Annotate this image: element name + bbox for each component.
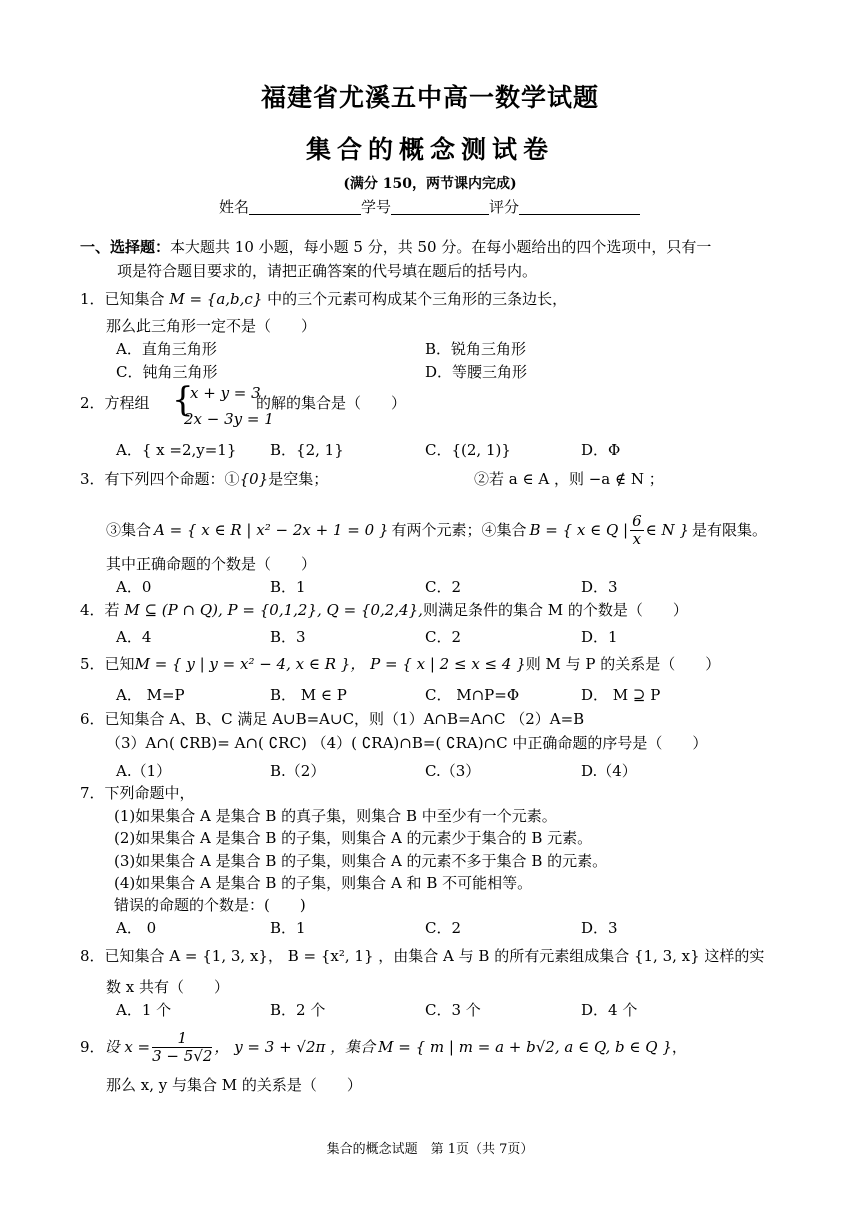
q7-statement-2: (2)如果集合 A 是集合 B 的子集，则集合 A 的元素少于集合的 B 元素。 (114, 829, 593, 847)
q4-option-a: A．4 (116, 628, 152, 646)
question-text: 是有限集。 (691, 521, 767, 539)
q1-option-a: A．直角三角形 (116, 340, 217, 358)
math-expression: ∈ N } (645, 521, 689, 539)
q2-option-c: C．{(2, 1)} (425, 441, 511, 459)
question-text: 已知集合 A、B、C 满足 A∪B=A∪C，则（1）A∩B=A∩C （2）A=B (104, 710, 585, 728)
q5-option-c: C． M∩P=Φ (425, 686, 520, 704)
id-label: 学号 (361, 198, 392, 216)
question-text: ③集合 (106, 521, 152, 539)
math-expression: B = { x ∈ Q | (529, 521, 629, 539)
question-6 (80, 712, 584, 727)
question-text: 则 M 与 P 的关系是（ ） (525, 655, 721, 673)
question-number: 6． (80, 710, 105, 728)
q8-option-a: A．1 个 (116, 1001, 172, 1019)
question-number: 2． (80, 394, 105, 412)
q8-option-c: C．3 个 (425, 1001, 481, 1019)
q8-option-b: B．2 个 (270, 1001, 326, 1019)
q6-option-a: A.（1） (116, 762, 172, 780)
question-text: 则满足条件的集合 M 的个数是（ ） (422, 601, 688, 619)
q4-option-c: C．2 (425, 628, 462, 646)
question-number: 5． (80, 655, 105, 673)
math-expression: A = { x ∈ R | x² − 2x + 1 = 0 } (154, 521, 389, 539)
q7-statement-3: (3)如果集合 A 是集合 B 的子集，则集合 A 的元素不多于集合 B 的元素。 (114, 852, 608, 870)
math-expression: M = {a,b,c} (169, 290, 263, 308)
name-label: 姓名 (219, 198, 250, 216)
question-text: 有两个元素；④集合 (391, 521, 527, 539)
question-9 (80, 1030, 687, 1065)
score-note: (满分 150，两节课内完成) (343, 176, 517, 192)
instructions-line-2: 项是符合题目要求的，请把正确答案的代号填在题后的括号内。 (117, 262, 538, 280)
q2-option-d: D．Φ (581, 441, 621, 459)
fraction (152, 1030, 212, 1065)
section-1-heading: 一、选择题： (80, 238, 171, 256)
math-expression: M ⊆ (P ∩ Q), P = {0,1,2}, Q = {0,2,4}, (124, 601, 423, 619)
q3-option-b: B．1 (270, 578, 306, 596)
q3-option-d: D．3 (581, 578, 618, 596)
q3-option-c: C．2 (425, 578, 462, 596)
proposition-2: ②若 a ∈ A ，则 −a ∉ N ； (474, 470, 664, 488)
section-1-instructions (80, 240, 711, 255)
question-1-line-2: 那么此三角形一定不是（ ） (106, 317, 317, 335)
q2-option-a: A．{ x =2,y=1} (116, 441, 237, 459)
question-number: 8． (80, 947, 105, 965)
page-footer: 集合的概念试题 第 1页（共 7页） (326, 1142, 534, 1157)
score-blank (519, 200, 640, 215)
question-text: 已知 (104, 655, 135, 673)
instructions-line-1: 本大题共 10 小题，每小题 5 分，共 50 分。在每小题给出的四个选项中，只有一 (170, 238, 712, 256)
fraction-numerator: 6 (632, 512, 642, 530)
question-text: 已知集合 A = {1, 3, x}， B = {x², 1} ，由集合 A 与 B 的所有元素组成集合 {1, 3, x} 这样的实 (104, 947, 765, 965)
fraction-denominator: 3 − 5√2 (152, 1047, 213, 1065)
q8-option-d: D．4 个 (581, 1001, 638, 1019)
q7-option-c: C．2 (425, 919, 462, 937)
id-blank (391, 200, 489, 215)
q7-prompt: 错误的命题的个数是：( ) (114, 896, 306, 914)
math-expression: M = { m | m = a + b√2, a ∈ Q, b ∈ Q } (378, 1038, 672, 1056)
math-expression: 设 x = (104, 1038, 151, 1056)
question-number: 9． (80, 1038, 105, 1056)
question-text: 方程组 (104, 394, 150, 412)
question-3-line-3: 其中正确命题的个数是（ ） (106, 555, 317, 573)
q7-option-a: A． 0 (116, 919, 157, 937)
math-expression: {0} (239, 470, 269, 488)
q4-option-b: B．3 (270, 628, 306, 646)
q7-statement-4: (4)如果集合 A 是集合 B 的子集，则集合 A 和 B 不可能相等。 (114, 874, 533, 892)
q3-option-a: A．0 (116, 578, 152, 596)
question-8-line-2: 数 x 共有（ ） (106, 978, 229, 996)
score-label: 评分 (489, 198, 520, 216)
math-expression: ， y = 3 + √2π ，集合 (214, 1038, 376, 1056)
question-text: 有下列四个命题：① (104, 470, 240, 488)
question-3 (80, 472, 328, 487)
q7-option-d: D．3 (581, 919, 618, 937)
question-8 (80, 949, 764, 964)
q7-statement-1: (1)如果集合 A 是集合 B 的真子集，则集合 B 中至少有一个元素。 (114, 807, 557, 825)
page-subtitle: 集合的概念测试卷 (305, 135, 554, 164)
question-text: ， (671, 1038, 687, 1056)
math-expression: P = { x | 2 ≤ x ≤ 4 } (370, 655, 526, 673)
question-number: 3． (80, 470, 105, 488)
fraction (630, 513, 644, 548)
q4-option-d: D．1 (581, 628, 618, 646)
q6-option-d: D.（4） (581, 762, 637, 780)
q5-option-a: A． M=P (116, 686, 185, 704)
student-info-row (219, 200, 640, 215)
system-brace: { (172, 380, 194, 420)
question-number: 7． (80, 784, 105, 802)
question-text: 已知集合 (104, 290, 165, 308)
question-4 (80, 603, 688, 618)
q5-option-d: D． M ⊇ P (581, 686, 661, 704)
question-2-text: 的解的集合是（ ） (256, 394, 407, 412)
q7-option-b: B．1 (270, 919, 306, 937)
name-blank (249, 200, 361, 215)
system-equation-2: 2x − 3y = 1 (184, 410, 274, 428)
question-text: 是空集； (268, 470, 329, 488)
question-5 (80, 657, 720, 672)
q1-option-d: D．等腰三角形 (425, 363, 528, 381)
question-number: 1． (80, 290, 105, 308)
question-7 (80, 786, 195, 801)
math-expression: M = { y | y = x² − 4, x ∈ R }， (134, 655, 366, 673)
question-6-line-2: （3）A∩( ∁RB)= A∩( ∁RC) （4）( ∁RA)∩B=( ∁RA)∩C 中正确命题的序号是（ ） (106, 734, 708, 752)
fraction-denominator: x (632, 530, 642, 548)
question-number: 4． (80, 601, 105, 619)
q5-option-b: B． M ∈ P (270, 686, 347, 704)
q1-option-c: C．钝角三角形 (116, 363, 218, 381)
proposition-3-4 (106, 513, 767, 548)
system-equation-1: x + y = 3 (190, 384, 261, 402)
q6-option-b: B.（2） (270, 762, 326, 780)
q2-option-b: B．{2, 1} (270, 441, 344, 459)
question-text: 下列命题中， (104, 784, 195, 802)
q1-option-b: B．锐角三角形 (425, 340, 527, 358)
page-title: 福建省尤溪五中高一数学试题 (260, 83, 599, 112)
question-9-line-2: 那么 x, y 与集合 M 的关系是（ ） (106, 1076, 362, 1094)
question-1 (80, 292, 567, 307)
q6-option-c: C.（3） (425, 762, 481, 780)
fraction-numerator: 1 (152, 1030, 212, 1048)
question-text: 中的三个元素可构成某个三角形的三条边长， (267, 290, 568, 308)
question-2 (80, 396, 150, 411)
question-text: 若 (104, 601, 120, 619)
